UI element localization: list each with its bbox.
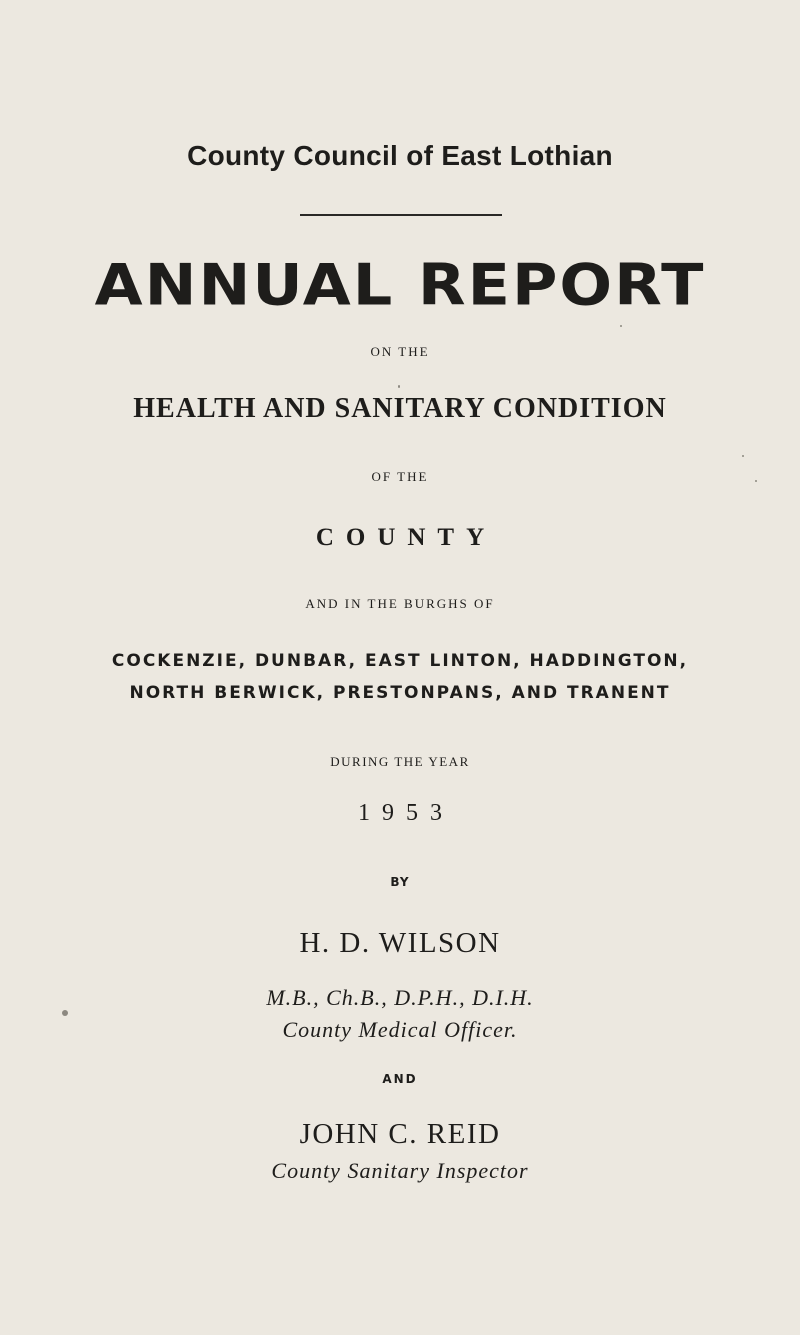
on-the-label: ON THE xyxy=(370,344,430,359)
of-the-label: OF THE xyxy=(371,469,429,484)
author-qualifications-wilson: M.B., Ch.B., D.P.H., D.I.H. xyxy=(266,985,534,1010)
author-role-wilson: County Medical Officer. xyxy=(282,1017,518,1042)
council-name: County Council of East Lothian xyxy=(187,140,613,171)
paper-speck xyxy=(398,385,400,388)
burghs-list-line-1: COCKENZIE, DUNBAR, EAST LINTON, HADDINGTON, xyxy=(111,651,689,671)
and-label: AND xyxy=(382,1072,418,1086)
during-the-year-label: DURING THE YEAR xyxy=(330,754,470,769)
report-title: ANNUAL REPORT xyxy=(94,250,706,319)
report-year: 1953 xyxy=(358,800,454,826)
paper-speck xyxy=(755,480,757,482)
county-heading: COUNTY xyxy=(315,524,497,551)
author-name-wilson: H. D. WILSON xyxy=(299,927,501,959)
title-divider xyxy=(300,214,502,216)
report-subject: HEALTH AND SANITARY CONDITION xyxy=(133,393,667,424)
author-role-reid: County Sanitary Inspector xyxy=(271,1158,529,1183)
by-label: BY xyxy=(390,875,410,889)
author-name-reid: JOHN C. REID xyxy=(299,1118,501,1150)
burghs-intro: AND IN THE BURGHS OF xyxy=(305,596,495,611)
paper-speck xyxy=(742,455,744,457)
paper-speck xyxy=(620,325,622,327)
paper-speck xyxy=(62,1010,68,1016)
burghs-list-line-2: NORTH BERWICK, PRESTONPANS, AND TRANENT xyxy=(129,683,671,703)
